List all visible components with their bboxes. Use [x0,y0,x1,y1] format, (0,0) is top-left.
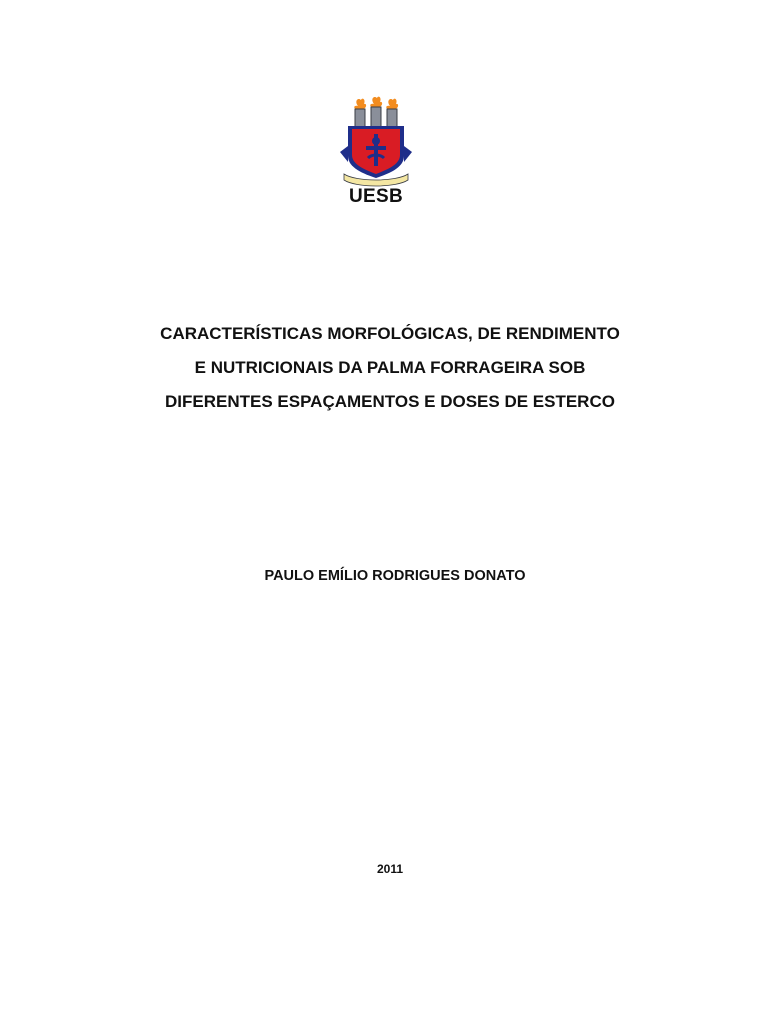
uesb-coat-of-arms-icon [336,96,416,188]
publication-year: 2011 [376,862,404,876]
title-line-2: E NUTRICIONAIS DA PALMA FORRAGEIRA SOB [194,358,586,377]
logo-wordmark: UESB [349,186,403,207]
document-title [90,317,690,419]
author-name: PAULO EMÍLIO RODRIGUES DONATO [264,568,526,584]
title-line-1: CARACTERÍSTICAS MORFOLÓGICAS, DE RENDIMENTO [160,324,620,343]
title-line-3: DIFERENTES ESPAÇAMENTOS E DOSES DE ESTERCO [165,392,615,411]
university-logo [336,96,416,212]
